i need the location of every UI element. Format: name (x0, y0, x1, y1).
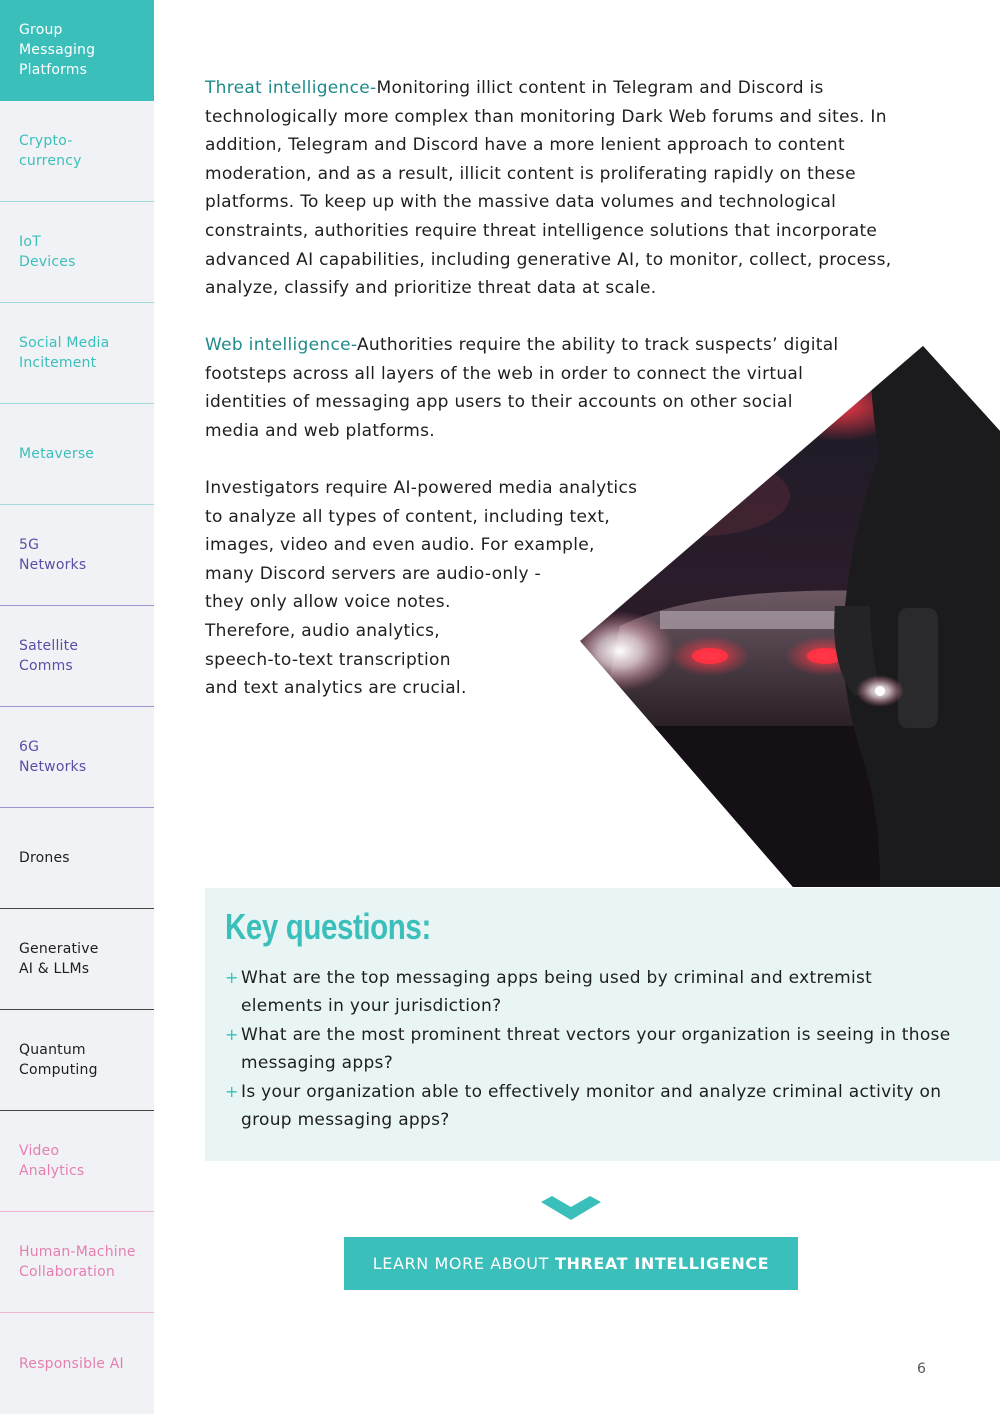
list-item: + Is your organization able to effectively monitor and analyze criminal activity on group messaging apps? (225, 1078, 955, 1135)
sidebar-item-video-analytics[interactable]: Video Analytics (0, 1111, 154, 1212)
sidebar-nav (0, 0, 154, 1414)
list-item: + What are the most prominent threat vectors your organization is seeing in those messaging apps? (225, 1021, 955, 1078)
plus-icon: + (225, 968, 239, 987)
sidebar-item-5g[interactable]: 5G Networks (0, 505, 154, 606)
plus-icon: + (225, 1024, 239, 1044)
key-questions-list (225, 964, 955, 1134)
web-intelligence-paragraph: Web intelligence-Authorities require the ability to track suspects’ digital footsteps across all layers of the web in order to connect the virtual identities of messaging app users to their accounts on other social media and web platforms. (205, 335, 839, 441)
sidebar-item-generative-ai[interactable]: Generative AI & LLMs (0, 909, 154, 1010)
page-number: 6 (917, 1361, 926, 1377)
sidebar-item-human-machine[interactable]: Human-Machine Collaboration (0, 1212, 154, 1313)
sidebar-item-satellite[interactable]: Satellite Comms (0, 606, 154, 707)
sidebar-item-group-messaging[interactable]: Group Messaging Platforms (0, 0, 154, 101)
list-item: + What are the top messaging apps being used by criminal and extremist elements in your jurisdiction? (225, 964, 955, 1021)
sidebar-item-drones[interactable]: Drones (0, 808, 154, 909)
sidebar-item-metaverse[interactable]: Metaverse (0, 404, 154, 505)
sidebar-item-responsible-ai[interactable]: Responsible AI (19, 1355, 124, 1372)
sidebar-item-cryptocurrency[interactable]: Crypto-currency (0, 101, 154, 202)
learn-more-threat-intelligence-button[interactable]: LEARN MORE ABOUT THREAT INTELLIGENCE (344, 1237, 798, 1290)
chevron-down-icon (541, 1196, 601, 1222)
web-intelligence-heading: Web intelligence- (205, 335, 357, 355)
plus-icon: + (225, 1081, 239, 1101)
media-analytics-paragraph: Investigators require AI-powered media analytics to analyze all types of content, including text, images, video and even audio. For example, many Discord servers are audio-only - they only allow voice notes. Therefore, audio analytics, speech-to-text transcription and text analytics are crucial. (205, 478, 638, 699)
sidebar-item-quantum[interactable]: Quantum Computing (0, 1010, 154, 1111)
sidebar-item-6g[interactable]: 6G Networks (0, 707, 154, 808)
threat-intelligence-paragraph: Threat intelligence-Monitoring illict content in Telegram and Discord is technologically more complex than monitoring Dark Web forums and sites. In addition, Telegram and Discord have a more lenient approach to content moderation, and as a result, illicit content is proliferating rapidly on these platforms. To keep up with the massive data volumes and technological constraints, authorities require threat intelligence solutions that incorporate advanced AI capabilities, including generative AI, to monitor, collect, process, analyze, classify and prioritize threat data at scale. (205, 78, 892, 299)
key-questions-title: Key questions: (225, 906, 431, 947)
sidebar-item-social-media[interactable]: Social Media Incitement (0, 303, 154, 404)
threat-intelligence-heading: Threat intelligence- (205, 78, 377, 98)
sidebar-item-iot-devices[interactable]: IoT Devices (0, 202, 154, 303)
key-questions-box (205, 888, 1000, 1161)
